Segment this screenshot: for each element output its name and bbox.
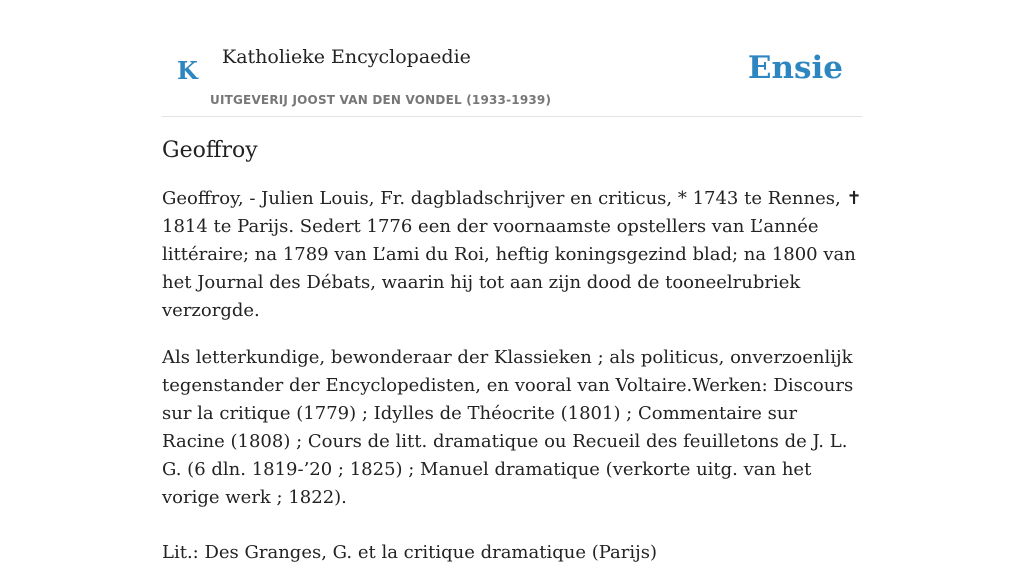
site-header xyxy=(162,0,862,117)
article xyxy=(162,138,862,586)
article-paragraph: Geoffroy, - Julien Louis, Fr. dagbladschrijver en criticus, * 1743 te Rennes, ✝ 1814 te Parijs. Sedert 1776 een der voornaamste opstellers van L’année littéraire; na 1789 van L’ami du Roi, heftig koningsgezind blad; na 1800 van het Journal des Débats, waarin hij tot aan zijn dood de tooneelrubriek verzorgde. xyxy=(162,188,862,321)
publisher-label: UITGEVERIJ JOOST VAN DEN VONDEL (1933-1939) xyxy=(210,93,552,107)
brand-logo[interactable]: Ensie xyxy=(747,50,843,86)
article-paragraph: Als letterkundige, bewonderaar der Klassieken ; als politicus, onverzoenlijk tegenstander der Encyclopedisten, en vooral van Voltaire.Werken: Discours sur la critique (1779) ; Idylles de Théocrite (1801) ; Commentaire sur Racine (1808) ; Cours de litt. dramatique ou Recueil des feuilletons de J. L. G. (6 dln. 1819-’20 ; 1825) ; Manuel dramatique (verkorte uitg. van het vorige werk ; 1822). xyxy=(162,347,854,508)
logo-icon[interactable]: K xyxy=(177,56,198,85)
literature-reference: Lit.: Des Granges, G. et la critique dramatique (Parijs) xyxy=(162,542,657,563)
site-title[interactable]: Katholieke Encyclopaedie xyxy=(222,46,471,68)
page-title: Geoffroy xyxy=(162,138,258,163)
